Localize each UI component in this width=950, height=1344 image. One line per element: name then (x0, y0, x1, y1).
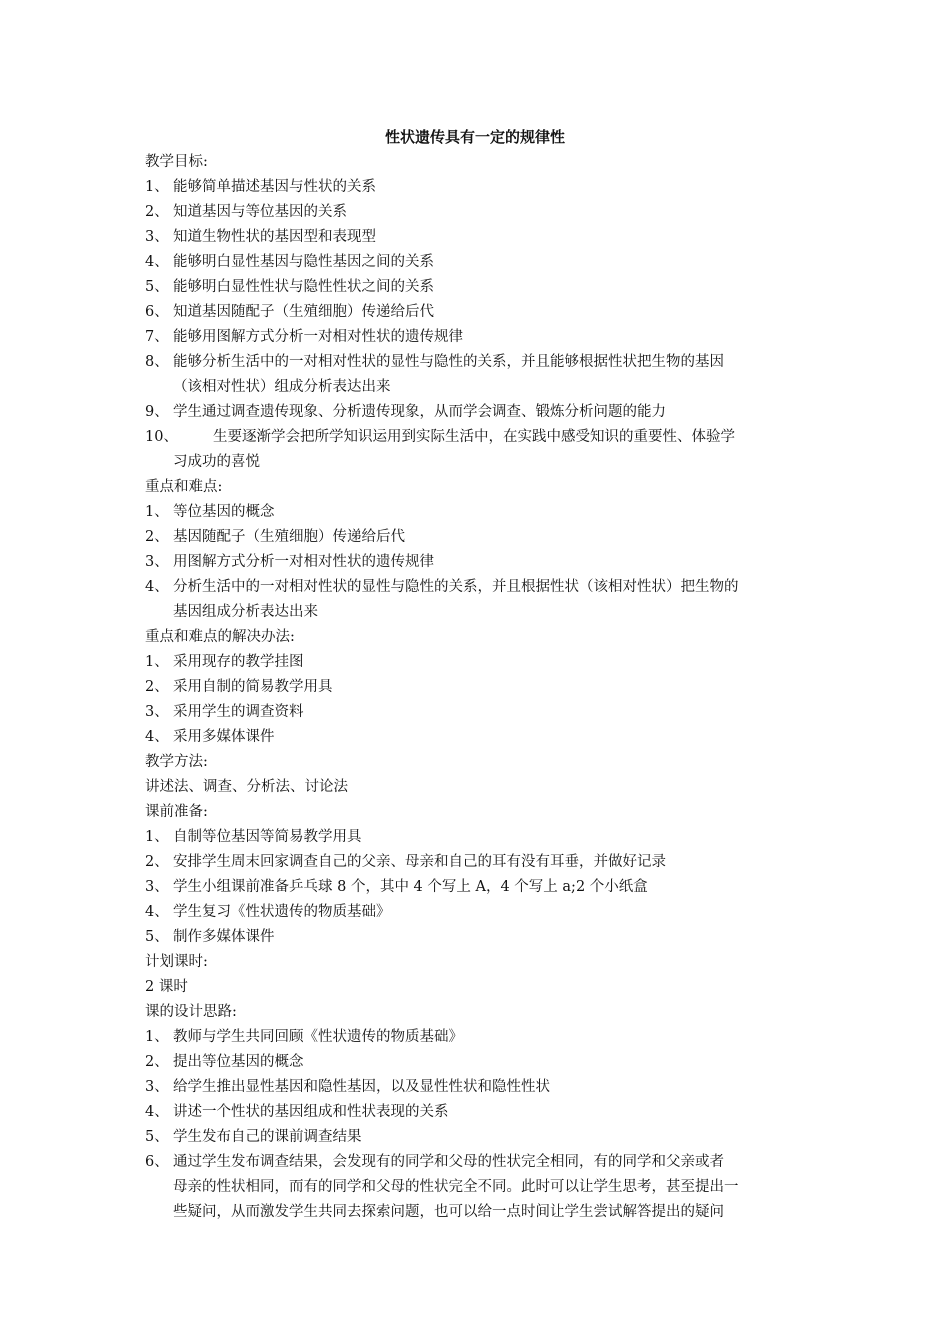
preparation-item (145, 850, 810, 875)
document-body (145, 150, 810, 1225)
item-text: 基因随配子（生殖细胞）传递给后代 (173, 529, 405, 545)
solutions-heading: 重点和难点的解决办法: (145, 629, 295, 645)
item-text: 学生小组课前准备乒乓球 8 个，其中 4 个写上 A，4 个写上 a;2 个小纸盒 (173, 879, 648, 895)
item-number: 4、 (145, 254, 169, 270)
item-text: 学生复习《性状遗传的物质基础》 (173, 904, 391, 920)
preparation-heading: 课前准备: (145, 804, 208, 820)
item-number: 1、 (145, 179, 169, 195)
item-text: 给学生推出显性基因和隐性基因，以及显性性状和隐性性状 (173, 1079, 550, 1095)
solution-item (145, 675, 810, 700)
preparation-item (145, 825, 810, 850)
design-item (145, 1075, 810, 1100)
item-number: 1、 (145, 654, 169, 670)
item-continuation: 母亲的性状相同，而有的同学和父母的性状完全不同。此时可以让学生思考，甚至提出一 (173, 1179, 739, 1195)
item-text: 采用自制的简易教学用具 (173, 679, 333, 695)
solution-item (145, 650, 810, 675)
objective-item (145, 300, 810, 325)
key-point-item (145, 525, 810, 550)
item-text: 能够用图解方式分析一对相对性状的遗传规律 (173, 329, 463, 345)
preparation-item (145, 925, 810, 950)
preparation-item (145, 875, 810, 900)
item-continuation: （该相对性状）组成分析表达出来 (173, 379, 391, 395)
item-text: 生要逐渐学会把所学知识运用到实际生活中，在实践中感受知识的重要性、体验学 (213, 429, 735, 445)
item-text: 知道生物性状的基因型和表现型 (173, 229, 376, 245)
item-text: 通过学生发布调查结果，会发现有的同学和父母的性状完全相同，有的同学和父亲或者 (173, 1154, 724, 1170)
objective-item (145, 225, 810, 250)
item-text: 能够分析生活中的一对相对性状的显性与隐性的关系，并且能够根据性状把生物的基因 (173, 354, 724, 370)
key-point-item (145, 550, 810, 575)
item-continuation: 些疑问，从而激发学生共同去探索问题，也可以给一点时间让学生尝试解答提出的疑问 (173, 1204, 724, 1220)
methods-text: 讲述法、调查、分析法、讨论法 (145, 779, 348, 795)
key-points-heading: 重点和难点: (145, 479, 223, 495)
objective-item (145, 250, 810, 275)
item-number: 3、 (145, 229, 169, 245)
item-text: 分析生活中的一对相对性状的显性与隐性的关系，并且根据性状（该相对性状）把生物的 (173, 579, 739, 595)
item-number: 5、 (145, 279, 169, 295)
item-number: 1、 (145, 829, 169, 845)
solution-item (145, 725, 810, 750)
item-text: 采用多媒体课件 (173, 729, 275, 745)
methods-heading: 教学方法: (145, 754, 208, 770)
item-text: 安排学生周末回家调查自己的父亲、母亲和自己的耳有没有耳垂，并做好记录 (173, 854, 666, 870)
item-number: 1、 (145, 504, 169, 520)
item-number: 2、 (145, 1054, 169, 1070)
item-number: 2、 (145, 204, 169, 220)
item-text: 用图解方式分析一对相对性状的遗传规律 (173, 554, 434, 570)
item-number: 2、 (145, 529, 169, 545)
item-number: 10、 (145, 429, 178, 445)
document-title: 性状遗传具有一定的规律性 (384, 128, 565, 146)
design-item (145, 1050, 810, 1075)
item-number: 2、 (145, 679, 169, 695)
item-text: 讲述一个性状的基因组成和性状表现的关系 (173, 1104, 449, 1120)
item-number: 8、 (145, 354, 169, 370)
design-heading: 课的设计思路: (145, 1004, 237, 1020)
item-text: 制作多媒体课件 (173, 929, 275, 945)
item-number: 6、 (145, 1154, 169, 1170)
item-number: 3、 (145, 1079, 169, 1095)
objective-item (145, 400, 810, 425)
item-continuation: 基因组成分析表达出来 (173, 604, 318, 620)
item-continuation: 习成功的喜悦 (173, 454, 260, 470)
item-number: 4、 (145, 579, 169, 595)
item-text: 学生通过调查遗传现象、分析遗传现象，从而学会调查、锻炼分析问题的能力 (173, 404, 666, 420)
objectives-heading: 教学目标: (145, 154, 208, 170)
item-number: 5、 (145, 929, 169, 945)
solution-item (145, 700, 810, 725)
item-number: 2、 (145, 854, 169, 870)
item-text: 能够明白显性基因与隐性基因之间的关系 (173, 254, 434, 270)
item-text: 能够明白显性性状与隐性性状之间的关系 (173, 279, 434, 295)
item-text: 教师与学生共同回顾《性状遗传的物质基础》 (173, 1029, 463, 1045)
design-item (145, 1100, 810, 1125)
item-text: 能够简单描述基因与性状的关系 (173, 179, 376, 195)
objective-item (145, 350, 810, 375)
hours-heading: 计划课时: (145, 954, 208, 970)
design-item (145, 1125, 810, 1150)
item-text: 自制等位基因等简易教学用具 (173, 829, 362, 845)
item-number: 4、 (145, 1104, 169, 1120)
item-number: 7、 (145, 329, 169, 345)
preparation-item (145, 900, 810, 925)
key-point-item (145, 500, 810, 525)
item-text: 采用学生的调查资料 (173, 704, 304, 720)
design-item (145, 1150, 810, 1175)
item-text: 知道基因与等位基因的关系 (173, 204, 347, 220)
key-point-item (145, 575, 810, 600)
item-number: 5、 (145, 1129, 169, 1145)
objective-item (145, 175, 810, 200)
item-number: 1、 (145, 1029, 169, 1045)
objective-item (145, 325, 810, 350)
item-text: 采用现存的教学挂图 (173, 654, 304, 670)
objective-item (145, 200, 810, 225)
objective-item (145, 425, 810, 450)
hours-text: 2 课时 (145, 979, 188, 995)
objective-item (145, 275, 810, 300)
item-text: 学生发布自己的课前调查结果 (173, 1129, 362, 1145)
item-number: 6、 (145, 304, 169, 320)
item-number: 3、 (145, 879, 169, 895)
item-number: 9、 (145, 404, 169, 420)
item-text: 提出等位基因的概念 (173, 1054, 304, 1070)
item-number: 4、 (145, 904, 169, 920)
item-number: 4、 (145, 729, 169, 745)
design-item (145, 1025, 810, 1050)
item-text: 知道基因随配子（生殖细胞）传递给后代 (173, 304, 434, 320)
item-number: 3、 (145, 704, 169, 720)
item-text: 等位基因的概念 (173, 504, 275, 520)
item-number: 3、 (145, 554, 169, 570)
